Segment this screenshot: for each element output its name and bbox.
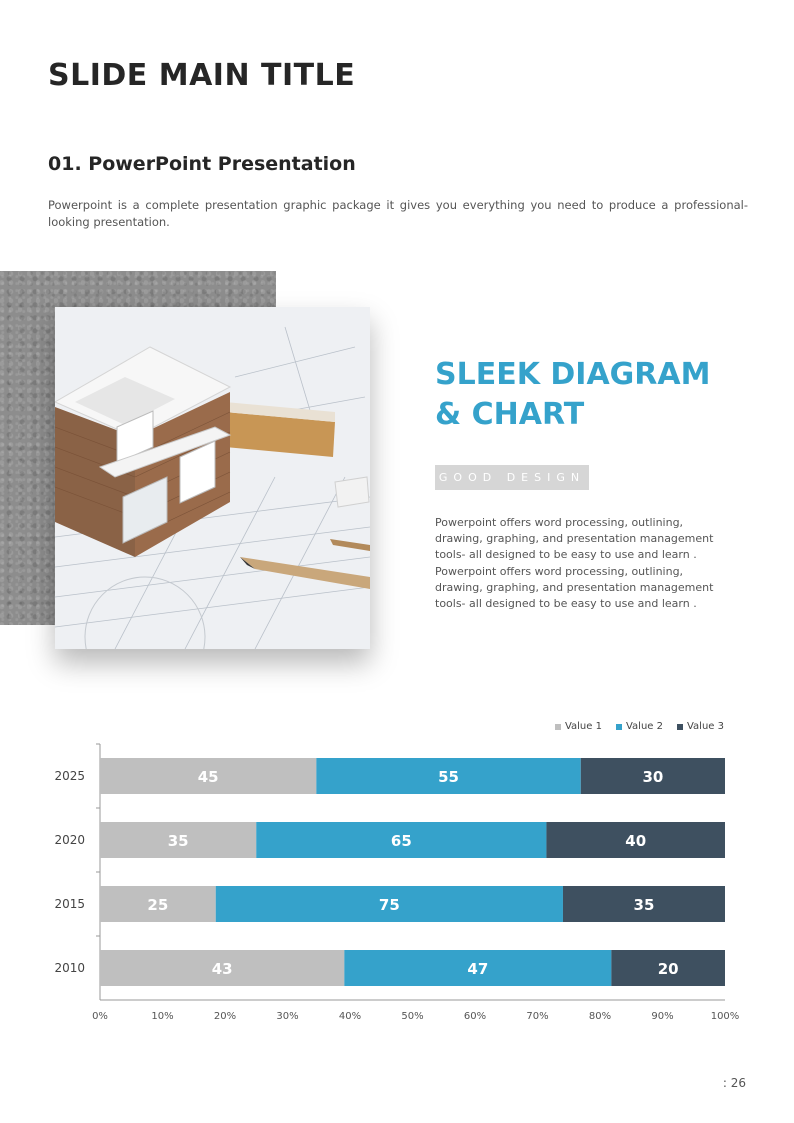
legend-swatch-value2 [616,724,622,730]
legend-label-value3: Value 3 [686,721,724,732]
x-tick-label: 70% [526,1011,549,1022]
house-model-photo [55,307,370,649]
data-label: 20 [657,960,679,978]
x-tick-label: 60% [463,1011,487,1022]
x-tick-label: 90% [651,1011,674,1022]
y-tick-label: 2020 [54,833,85,847]
x-tick-label: 100% [710,1011,740,1022]
x-tick-label: 40% [338,1011,362,1022]
data-label: 35 [167,832,189,850]
data-label: 40 [625,832,647,850]
data-label: 35 [633,896,655,914]
x-tick-label: 0% [92,1011,108,1022]
good-design-tag: GOOD DESIGN [435,465,589,490]
data-label: 47 [467,960,489,978]
data-label: 30 [642,768,664,786]
data-label: 45 [197,768,219,786]
legend-label-value2: Value 2 [625,721,663,732]
data-label: 55 [438,768,459,786]
feature-title [435,355,710,435]
legend-item-value2 [616,721,663,732]
feature-title-line1: SLEEK DIAGRAM [435,357,711,392]
chart-legend [555,721,724,732]
y-tick-label: 2010 [54,961,85,975]
intro-text: Powerpoint is a complete presentation graphic package it gives you everything you need to produce a professional-looking presentation. [48,198,748,229]
feature-body-text: Powerpoint offers word processing, outlining, drawing, graphing, and presentation management tools- all designed to be easy to use and learn . Powerpoint offers word processing, outlining, drawing, graphing, and presentation management tools- all designed to be easy to use and learn . [435,516,714,611]
stacked-bar-chart [0,740,794,1040]
y-tick-label: 2015 [54,897,85,911]
y-tick-label: 2025 [54,769,85,783]
data-label: 75 [378,896,400,914]
data-label: 65 [390,832,412,850]
data-label: 25 [147,896,169,914]
section-title: 01. PowerPoint Presentation [48,153,356,175]
x-tick-label: 80% [588,1011,612,1022]
x-tick-label: 30% [276,1011,299,1022]
x-tick-label: 50% [401,1011,424,1022]
data-label: 43 [211,960,233,978]
legend-swatch-value1 [555,724,561,730]
page-number: : 26 [722,1076,746,1090]
feature-title-line2: & CHART [435,397,585,432]
legend-item-value1 [555,721,602,732]
page-title: SLIDE MAIN TITLE [48,58,356,93]
x-tick-label: 20% [213,1011,237,1022]
legend-label-value1: Value 1 [564,721,602,732]
x-tick-label: 10% [151,1011,174,1022]
legend-swatch-value3 [677,724,683,730]
legend-item-value3 [677,721,724,732]
